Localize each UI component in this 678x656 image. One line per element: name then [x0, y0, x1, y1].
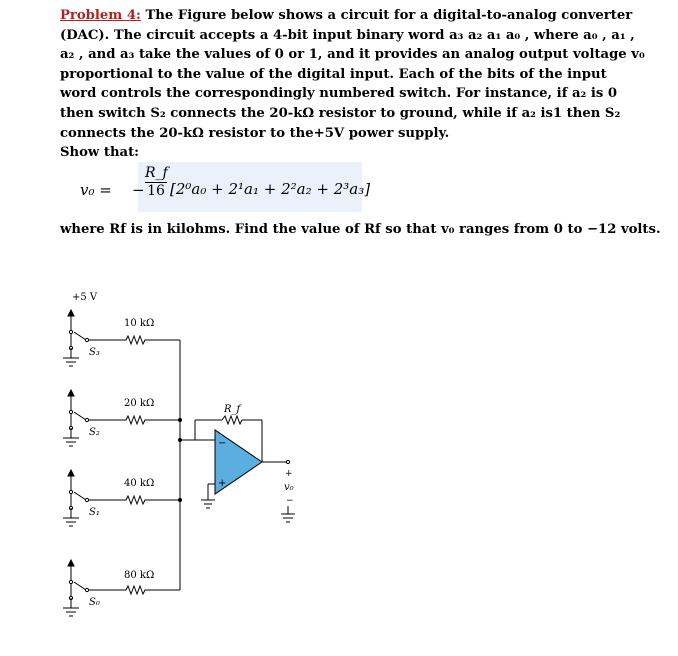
- problem-label: Problem 4:: [60, 8, 141, 23]
- equation-denominator: 16: [147, 183, 165, 199]
- switch-label-s1: S₁: [89, 507, 100, 518]
- output-minus: −: [286, 496, 294, 506]
- equation-lhs: v₀ =: [80, 181, 112, 199]
- resistor-label-40k: 40 kΩ: [124, 478, 155, 489]
- show-that-label: Show that:: [60, 145, 140, 161]
- resistor-label-10k: 10 kΩ: [124, 318, 155, 329]
- switch-label-s0: S₀: [89, 597, 100, 608]
- equation-minus: −: [132, 181, 145, 199]
- resistor-20k: [122, 416, 180, 424]
- resistor-label-20k: 20 kΩ: [124, 398, 155, 409]
- switch-stage-s1: [63, 470, 180, 526]
- equation-rhs: [2⁰a₀ + 2¹a₁ + 2²a₂ + 2³a₃]: [170, 180, 371, 198]
- equation-numerator: R_f: [145, 165, 168, 181]
- resistor-40k: [122, 496, 180, 504]
- output-label: v₀: [284, 482, 294, 493]
- resistor-label-80k: 80 kΩ: [124, 570, 155, 581]
- where-text: where Rf is in kilohms. Find the value of Rf so that v₀ ranges from 0 to −12 volts.: [60, 222, 661, 237]
- resistor-10k: [122, 336, 180, 344]
- switch-label-s3: S₃: [89, 347, 100, 358]
- switch-label-s2: S₂: [89, 427, 100, 438]
- switch-stage-s2: [63, 390, 180, 446]
- problem-text: The Figure below shows a circuit for a digital-to-analog converter (DAC). The circuit accepts a 4-bit input binary word a₃ a₂ a₁ a₀ , where a₀ , a₁ , a₂ , and a₃ take the values of 0 or 1, and it provides an analog output voltage v₀ proportional to the value of the digital input. Each of the bits of the input word controls the correspondingly numbered switch. For instance, if a₂ is 0 then switch S₂ connects the 20-kΩ resistor to ground, while if a₂ is1 then S₂ connects the 20-kΩ resistor to the+5V power supply.: [60, 8, 645, 141]
- switch-stage-s0: [63, 560, 180, 616]
- feedback-resistor: [222, 416, 242, 424]
- feedback-label: R_f: [224, 404, 241, 415]
- resistor-80k: [122, 586, 180, 594]
- opamp-plus: +: [218, 478, 227, 489]
- supply-label: +5 V: [72, 292, 98, 303]
- switch-stage-s3: [63, 310, 180, 366]
- output-plus: +: [285, 469, 293, 479]
- opamp-minus: −: [218, 438, 227, 449]
